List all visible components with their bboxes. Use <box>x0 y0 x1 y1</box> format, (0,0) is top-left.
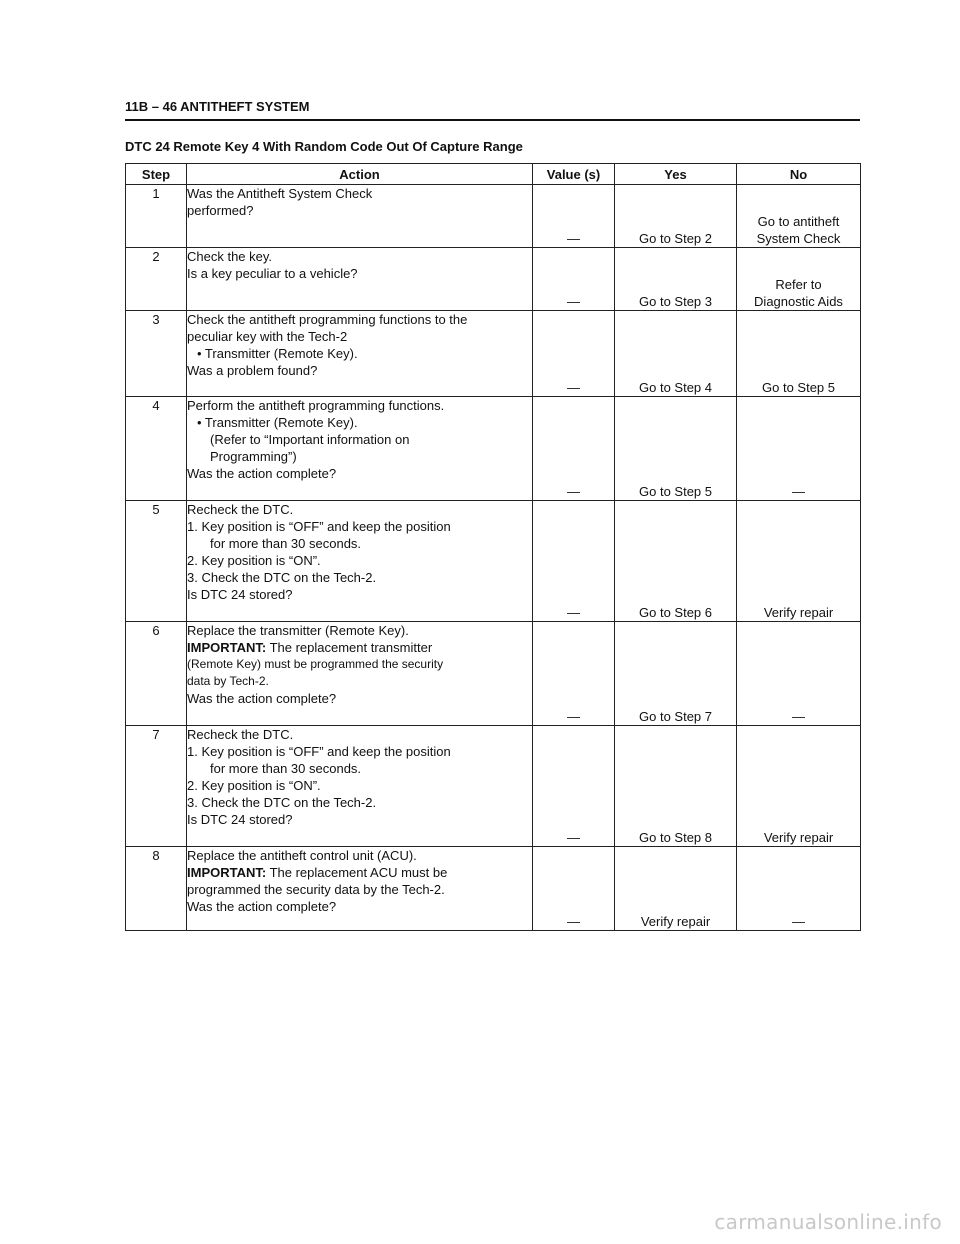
no-cell-line: Verify repair <box>763 605 834 620</box>
value-cell: — <box>533 397 615 501</box>
column-header-no: No <box>737 164 861 185</box>
no-cell-line: System Check <box>756 231 841 246</box>
step-number: 2 <box>126 248 187 311</box>
action-cell <box>187 726 533 847</box>
no-cell-line: Go to antitheft <box>757 214 840 229</box>
no-cell <box>737 622 861 726</box>
action-line: Replace the transmitter (Remote Key). <box>187 623 409 638</box>
step-number: 7 <box>126 726 187 847</box>
no-cell <box>737 726 861 847</box>
watermark: carmanualsonline.info <box>714 1210 942 1234</box>
dtc-title: DTC 24 Remote Key 4 With Random Code Out Of Capture Range <box>125 139 523 154</box>
action-line: Recheck the DTC. <box>187 502 294 517</box>
table-row <box>126 248 861 311</box>
action-line: Was a problem found? <box>187 363 318 378</box>
yes-cell: Go to Step 6 <box>615 501 737 622</box>
action-line: Was the action complete? <box>187 899 337 914</box>
table-header-row <box>126 164 861 185</box>
action-line: • Transmitter (Remote Key). <box>197 346 358 361</box>
action-cell <box>187 847 533 931</box>
yes-cell: Go to Step 8 <box>615 726 737 847</box>
no-cell <box>737 185 861 248</box>
value-cell: — <box>533 847 615 931</box>
action-line: Is DTC 24 stored? <box>187 812 293 827</box>
value-cell: — <box>533 311 615 397</box>
action-cell <box>187 248 533 311</box>
header-rule <box>125 119 860 121</box>
action-line: 3. Check the DTC on the Tech-2. <box>187 570 377 585</box>
action-line: 3. Check the DTC on the Tech-2. <box>187 795 377 810</box>
action-line: data by Tech-2. <box>187 674 269 688</box>
action-line: Is a key peculiar to a vehicle? <box>187 266 358 281</box>
important-text: The replacement transmitter <box>266 640 433 655</box>
table-row <box>126 311 861 397</box>
no-cell-line: Go to Step 5 <box>762 380 835 395</box>
action-line: Was the Antitheft System Check <box>187 186 373 201</box>
no-cell-line: — <box>792 484 805 499</box>
table-row <box>126 726 861 847</box>
no-cell-line: Diagnostic Aids <box>754 294 843 309</box>
action-line: 1. Key position is “OFF” and keep the position <box>187 519 451 534</box>
table-row <box>126 501 861 622</box>
step-number: 4 <box>126 397 187 501</box>
action-line: (Remote Key) must be programmed the security <box>187 657 444 671</box>
no-cell <box>737 847 861 931</box>
column-header-value: Value (s) <box>533 164 615 185</box>
action-line: Programming”) <box>210 449 297 464</box>
action-line: Is DTC 24 stored? <box>187 587 293 602</box>
no-cell-line: — <box>792 709 805 724</box>
yes-cell: Go to Step 4 <box>615 311 737 397</box>
value-cell: — <box>533 726 615 847</box>
important-text: The replacement ACU must be <box>266 865 448 880</box>
step-number: 5 <box>126 501 187 622</box>
step-number: 1 <box>126 185 187 248</box>
yes-cell: Go to Step 3 <box>615 248 737 311</box>
page-header: 11B – 46 ANTITHEFT SYSTEM <box>125 99 310 114</box>
action-line: Was the action complete? <box>187 466 337 481</box>
action-cell <box>187 397 533 501</box>
action-cell <box>187 311 533 397</box>
action-line: Check the key. <box>187 249 273 264</box>
action-line: Replace the antitheft control unit (ACU). <box>187 848 417 863</box>
no-cell-line: Refer to <box>775 277 822 292</box>
no-cell <box>737 397 861 501</box>
action-cell <box>187 185 533 248</box>
step-number: 8 <box>126 847 187 931</box>
value-cell: — <box>533 501 615 622</box>
action-line: for more than 30 seconds. <box>210 761 362 776</box>
no-cell <box>737 248 861 311</box>
action-line: Was the action complete? <box>187 691 337 706</box>
value-cell: — <box>533 185 615 248</box>
action-line: 2. Key position is “ON”. <box>187 778 321 793</box>
no-cell <box>737 501 861 622</box>
action-line: • Transmitter (Remote Key). <box>197 415 358 430</box>
column-header-action: Action <box>187 164 533 185</box>
column-header-yes: Yes <box>615 164 737 185</box>
important-label: IMPORTANT: <box>187 640 267 655</box>
yes-cell: Go to Step 5 <box>615 397 737 501</box>
important-note <box>187 639 532 656</box>
action-line: 1. Key position is “OFF” and keep the position <box>187 744 451 759</box>
action-line: performed? <box>187 203 254 218</box>
yes-cell: Go to Step 7 <box>615 622 737 726</box>
action-cell <box>187 501 533 622</box>
action-cell <box>187 622 533 726</box>
important-label: IMPORTANT: <box>187 865 267 880</box>
table-row <box>126 622 861 726</box>
action-line: for more than 30 seconds. <box>210 536 362 551</box>
table-row <box>126 185 861 248</box>
action-line: (Refer to “Important information on <box>210 432 410 447</box>
action-line: peculiar key with the Tech-2 <box>187 329 348 344</box>
step-number: 3 <box>126 311 187 397</box>
step-number: 6 <box>126 622 187 726</box>
action-line: 2. Key position is “ON”. <box>187 553 321 568</box>
yes-cell: Verify repair <box>615 847 737 931</box>
action-line: Recheck the DTC. <box>187 727 294 742</box>
no-cell-line: Verify repair <box>763 830 834 845</box>
action-line: Perform the antitheft programming functions. <box>187 398 445 413</box>
value-cell: — <box>533 248 615 311</box>
value-cell: — <box>533 622 615 726</box>
table-row <box>126 847 861 931</box>
yes-cell: Go to Step 2 <box>615 185 737 248</box>
action-line: Check the antitheft programming functions to the <box>187 312 468 327</box>
action-line: programmed the security data by the Tech-2. <box>187 882 445 897</box>
column-header-step: Step <box>126 164 187 185</box>
important-note <box>187 864 532 881</box>
no-cell <box>737 311 861 397</box>
diagnostic-table <box>125 163 861 931</box>
table-row <box>126 397 861 501</box>
no-cell-line: — <box>792 914 805 929</box>
table-body <box>126 185 861 931</box>
